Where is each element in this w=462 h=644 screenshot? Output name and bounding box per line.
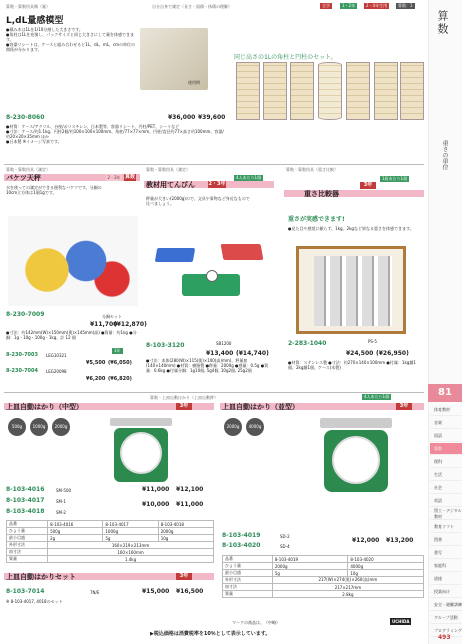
price-3b: ¥12,000 — [352, 537, 380, 544]
capacity-icons-a — [8, 418, 80, 436]
capacity-2000g-icon: 2000g — [52, 418, 70, 436]
brand-logo: UCHIDA — [392, 619, 410, 624]
text-c: ●見た目や感覚に頼らず、1kg、2kgなど異なる重さを体感できます。 — [288, 226, 414, 231]
cat-a: 算数・算数用具（測定） — [6, 167, 50, 172]
header-bar — [4, 2, 424, 12]
price-b: ¥13,400 — [206, 350, 234, 357]
spec-a-row — [7, 535, 214, 542]
scale-image-b — [316, 418, 396, 498]
section1-desc: ●積み木は1Lを1/10分割した大きさです。 ●角柱は1Lを充填し、パックサイズと同じ大きさにして量を体感できます。 ●容器リシートは、ケースと組み合わせると1L、dL、mL、cmの単位の関係が分かります。 — [6, 27, 136, 52]
spec-b-r2-c1: 217(W)×274(奥)×260(高)mm — [272, 577, 423, 584]
unit-badge-b: 4人あたり1個 — [236, 175, 262, 180]
side-tab-9[interactable]: 教育ソフト — [430, 521, 462, 533]
capacity-500g-icon: 500g — [8, 418, 26, 436]
code-c: 2-283-1040 — [288, 340, 327, 347]
spec-b-h1: 8-103-4019 — [272, 556, 348, 563]
price-b-tax: (¥14,740) — [236, 350, 269, 357]
section1-title: L,dL量感模型 — [6, 16, 64, 26]
model-b: SB1200 — [216, 341, 232, 346]
grade-chip-1: 1・2年 — [342, 3, 356, 8]
grade-badge-3b: 3年 — [396, 403, 412, 410]
spec-c: ●材質：ステンレス製 ●寸法：約270×140×100mm ●付属：1kg錘1個、2kg錘1個、ケース(木製) — [288, 360, 416, 370]
scale-image-a — [104, 418, 178, 490]
spec-a-r2-c0: 外形寸法 — [7, 542, 48, 549]
spec-b-r4-c0: 質量 — [223, 591, 273, 598]
spec-a-r0-c2: 1000g — [103, 528, 158, 535]
spec-b-h2: 8-103-4020 — [348, 556, 424, 563]
sub-a2-price: ¥6,200 — [86, 376, 106, 382]
spec-b-r0-c0: ひょう量 — [223, 563, 273, 570]
grade-badge-3a: 3年 — [176, 403, 192, 410]
spec-a-r1-c0: 最小目盛 — [7, 535, 48, 542]
price-4: ¥15,000 — [142, 588, 170, 595]
price-rows-a — [6, 486, 214, 520]
title-c: 重さ比較器 — [304, 190, 339, 198]
title-a: バケツ天秤 — [6, 174, 41, 182]
block-column-1 — [236, 62, 260, 120]
grade-badge-c: 3年 — [360, 182, 376, 189]
sub-c: 重さが実感できます! — [288, 216, 345, 223]
code-b: 8-103-3120 — [146, 342, 185, 349]
price-a-tax: (¥12,870) — [114, 321, 147, 328]
sub-a1-tax: (¥6,050) — [108, 360, 132, 366]
footer-legend: マークの商品は、（中略） — [232, 620, 280, 625]
cat-3: 算数・上皿自動はかり（上皿自動秤） — [150, 395, 218, 400]
title-4: 上皿自動はかりセット — [6, 573, 76, 581]
scale-plate-a — [110, 418, 172, 426]
text-b: 秤量が大きい(2000g)ので、文具や事物など身近なもので比べましょう。 — [146, 196, 250, 206]
divider — [4, 164, 424, 165]
spec-b-head — [223, 556, 424, 563]
price-3a-1-tax: ¥12,100 — [176, 486, 204, 493]
sub-a-chip: 1年 — [114, 348, 121, 353]
spec-b-r3-c1: 217×217mm — [272, 584, 423, 591]
spec-b-r0-c2: 4000g — [348, 563, 424, 570]
sub-a2-code: 8-230-7004 — [6, 368, 38, 374]
balance-right-pan — [221, 244, 264, 260]
side-tab-13[interactable]: 道徳 — [430, 573, 462, 585]
balance-left-pan — [155, 248, 195, 262]
category-label: 算数・算数用具類（量） — [6, 4, 50, 9]
side-tab-12[interactable]: 家庭科 — [430, 560, 462, 572]
balance-image — [150, 238, 268, 308]
price-c-tax: (¥26,950) — [376, 350, 409, 357]
capacity-4000g-icon: 4000g — [246, 418, 264, 436]
spec-a-r1-c1: 2g — [48, 535, 103, 542]
spec-a-r1-c2: 5g — [103, 535, 158, 542]
block-column-5 — [374, 62, 398, 120]
spec-b-row — [223, 591, 424, 598]
side-tab-15[interactable]: 安全・避難訓練 — [430, 599, 462, 611]
sub-a1-code: 8-230-7003 — [6, 352, 38, 358]
spec-a-row — [7, 528, 214, 535]
code-3b-1: 8-103-4019 — [222, 532, 261, 539]
side-tab-7[interactable]: 英語 — [430, 495, 462, 507]
sub-a1-price: ¥5,500 — [86, 360, 106, 366]
grade-badge-b: 2・3年 — [208, 181, 226, 187]
spec-b-row — [223, 570, 424, 577]
scale-plate-b — [320, 418, 392, 428]
spec-a-h3: 8-103-4018 — [158, 521, 213, 528]
code-3a-1: 8-103-4016 — [6, 486, 45, 493]
section1-price: ¥36,000 — [168, 114, 196, 121]
section1-tagline: 同じ高さの1Lの角柱と円柱のセット。 — [234, 54, 337, 61]
side-tab-3[interactable]: 算数 — [430, 443, 462, 455]
price-c: ¥24,500 — [346, 350, 374, 357]
spec-b: ●寸法：本体(280(W)×115(奥)×100(高)mm)、秤量皿(140×140mm) ●材質：樹脂製 ●秤量：2000g ●感量：0.5g ●質量：0.6kg ●付属分銅：1g10個, 5g4個, 10g2個, 25g2個 — [146, 358, 269, 373]
spec-a-h0: 品番 — [7, 521, 48, 528]
capacity-icons-b — [224, 418, 284, 436]
side-tab-1[interactable]: 音楽 — [430, 417, 462, 429]
scope-chip: 全学 — [322, 3, 330, 8]
price-a: ¥11,700 — [90, 321, 118, 328]
section1-spec: ●材質：ケース/アクリル、台座/ポリスチレン、日本製等、容器リシート、円柱/PET、シートなど ●寸法：ケース/約1.1kg、円柱2個/約100×100×100mm、角柱/77×77×mm、円柱/直径約77×高さ約100mm、容器/約20×20×35mm ほか ●日本製 ※イメージ写真です。 — [6, 124, 224, 144]
side-tab-14[interactable]: 授業向け — [430, 586, 462, 598]
price-3b-tax: ¥13,200 — [386, 537, 414, 544]
spec-b-row — [223, 584, 424, 591]
sub-table-a — [4, 346, 142, 384]
side-page-num: 81 — [428, 384, 462, 402]
comparator-image — [296, 242, 410, 338]
grade-chip-3: 算数：1 — [398, 3, 413, 8]
spec-table-a — [6, 520, 214, 563]
capacity-1000g-icon: 1000g — [30, 418, 48, 436]
spec-a-r3-c0: 皿寸法 — [7, 549, 48, 556]
cat-c: 算数・算数用具（重さ比較） — [286, 167, 338, 172]
spec-a-r0-c1: 500g — [48, 528, 103, 535]
unit-badge-c: 1班あたり1個 — [382, 176, 408, 181]
spec-a-r3-c2: 160×160mm — [48, 549, 214, 556]
scale-dial-b — [332, 436, 380, 484]
side-tab-8[interactable]: 図工・デジタル教材 — [430, 508, 462, 520]
unit-badge-3: 4人あたり1個 — [364, 394, 390, 399]
spec-b-r4-c1: 2.8kg — [272, 591, 423, 598]
model-c: PS-5 — [368, 339, 377, 344]
spec-b-r2-c0: 外形寸法 — [223, 577, 273, 584]
spec-a: ●寸法：約142mm(W)×150mm(奥)×145mm(高) ●質量：約1kg ●分銅：1g・10g・100g・1kg、計 12 個 — [6, 330, 137, 340]
title-3a: 上皿自動はかり（中型） — [6, 403, 83, 411]
spec-b-r1-c1: 5g — [272, 570, 348, 577]
sub-a2-item: LEG20098 — [46, 369, 67, 374]
spec-a-h1: 8-103-4016 — [48, 521, 103, 528]
spec-a-row — [7, 556, 214, 563]
model-4: 7N/E — [90, 590, 100, 595]
side-tab-4[interactable]: 理科 — [430, 456, 462, 468]
code-3a-3: 8-103-4018 — [6, 508, 45, 515]
title-b: 教材用てんびん — [146, 181, 195, 189]
category-line: 自分自身で測定（長さ・面積・体積の理解） — [152, 4, 232, 9]
spec-b-h0: 品番 — [223, 556, 273, 563]
footer-note: ▶税込価格は消費税率を10％として表示しています。 — [150, 631, 271, 637]
side-vertical-label: 重さの単位 — [441, 140, 448, 170]
model-3a-1: SM-500 — [56, 488, 72, 493]
side-tab-10[interactable]: 図書 — [430, 534, 462, 546]
spec-a-r0-c0: ひょう量 — [7, 528, 48, 535]
section1-code: 8-230-8060 — [6, 114, 45, 121]
grade-badge-4: 3年 — [176, 573, 192, 580]
spec-b-r3-c0: 皿寸法 — [223, 584, 273, 591]
side-tab-6[interactable]: 社会 — [430, 482, 462, 494]
spec-a-r4-c0: 質量 — [7, 556, 48, 563]
spec-a-row — [7, 542, 214, 549]
price-4-tax: ¥16,500 — [176, 588, 204, 595]
block-column-6 — [400, 62, 424, 120]
bucket-image — [8, 216, 138, 306]
spec-b-r0-c1: 2000g — [272, 563, 348, 570]
spec-a-head — [7, 521, 214, 528]
cat-b: 算数・算数用具（測定） — [146, 167, 190, 172]
model-3b-1: SD-2 — [280, 534, 290, 539]
spec-b-r1-c2: 10g — [348, 570, 424, 577]
spec-a-h2: 8-103-4017 — [103, 521, 158, 528]
spec-b-row — [223, 577, 424, 584]
divider-2 — [4, 392, 424, 393]
price-3a-2: ¥10,000 — [142, 501, 170, 508]
note-4: ※ 8-103-4017, 4018のセット — [6, 599, 63, 604]
side-tab-11[interactable]: 書写 — [430, 547, 462, 559]
side-tab-2[interactable]: 国語 — [430, 430, 462, 442]
side-footer-page: 493 — [438, 634, 451, 641]
model-3a-2: SM-1 — [56, 499, 66, 504]
model-3b-2: SD-4 — [280, 544, 290, 549]
grade-chip-2: 2・4年生用 — [366, 3, 388, 8]
side-tab-0[interactable]: 体育教材 — [430, 404, 462, 416]
title-3b: 上皿自動はかり（並型） — [222, 403, 299, 411]
spec-a-r1-c3: 10g — [158, 535, 213, 542]
text-a: 水を使っての測定ができる便利なバケツです。分銅の10cm立方体は1個1gです。 — [6, 185, 102, 195]
side-title: 算数 — [436, 10, 449, 36]
side-tab-5[interactable]: 生活 — [430, 469, 462, 481]
cylinder-column — [318, 62, 342, 120]
spec-a-r0-c3: 2000g — [158, 528, 213, 535]
grade-badge-a: 2・3年 — [107, 175, 121, 180]
block-column-4 — [346, 62, 370, 120]
spec-a-r4-c2: 1.4kg — [48, 556, 214, 563]
code-a: 8-230-7009 — [6, 311, 45, 318]
sub-a1-item: LEG10321 — [46, 353, 67, 358]
code-3b-2: 8-103-4020 — [222, 542, 261, 549]
spec-table-b — [222, 555, 424, 598]
comparator-weights — [314, 256, 392, 326]
spec-a-r2-c2: 160×219×213mm — [48, 542, 214, 549]
side-tab-16[interactable]: グループ活動 — [430, 612, 462, 624]
spec-b-row — [223, 563, 424, 570]
capacity-2000g-icon-b: 2000g — [224, 418, 242, 436]
side-tab-17[interactable]: プログラミング — [430, 625, 462, 637]
image-note: 使用例 — [188, 80, 200, 85]
code-4: 8-103-7014 — [6, 588, 45, 595]
balance-dial — [206, 270, 218, 282]
model-3a-3: SM-2 — [56, 510, 66, 515]
scale-dial-a — [120, 432, 162, 474]
code-3a-2: 8-103-4017 — [6, 497, 45, 504]
price-3a-1: ¥11,000 — [142, 486, 170, 493]
section1-price-tax: ¥39,600 — [198, 114, 226, 121]
block-column-2 — [263, 62, 287, 120]
price-rows-b — [222, 532, 424, 552]
price-3a-2-tax: ¥11,000 — [176, 501, 204, 508]
block-column-3 — [290, 62, 314, 120]
sub-a2-tax: (¥6,820) — [108, 376, 132, 382]
spec-a-row — [7, 549, 214, 556]
spec-b-r1-c0: 最小目盛 — [223, 570, 273, 577]
label-a: 分銅セット — [102, 314, 122, 319]
subject-badge-a: 算数 — [124, 174, 135, 180]
